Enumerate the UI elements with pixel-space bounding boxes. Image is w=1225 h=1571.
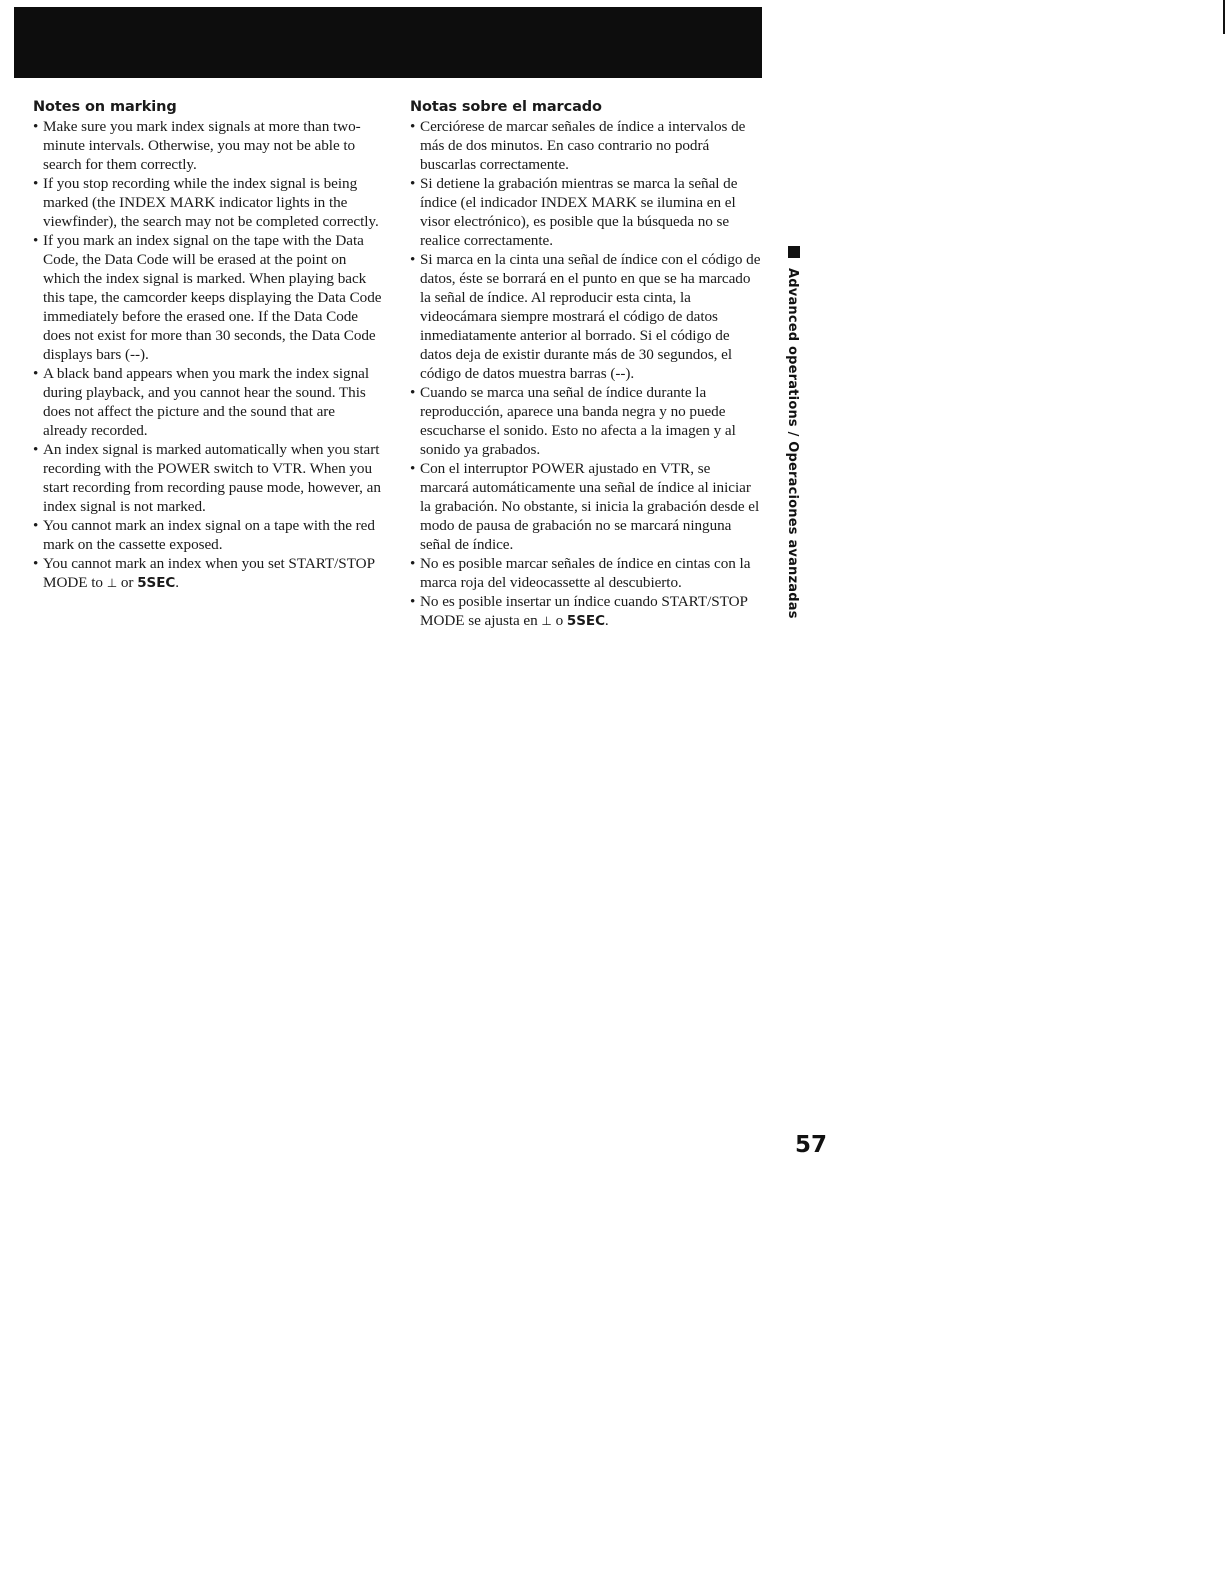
mode-code: 5SEC [137,575,176,591]
list-item: • Make sure you mark index signals at more than two-minute intervals. Otherwise, you may not be able to search for them correctly. [33,117,383,174]
item-text: You cannot mark an index when you set START/STOP MODE to [43,555,375,591]
section-tab-marker [788,246,800,258]
list-item [33,554,383,593]
english-column [33,98,383,593]
list-item: • If you stop recording while the index signal is being marked (the INDEX MARK indicator lights in the viewfinder), the search may not be completed correctly. [33,174,383,231]
section-label: Advanced operations / Operaciones avanzadas [785,268,800,619]
page-number: 57 [795,1132,828,1158]
list-item: • Cerciórese de marcar señales de índice a intervalos de más de dos minutos. En caso contrario no podrá buscarlas correctamente. [410,117,762,174]
header-bar [14,7,762,78]
list-item: • Con el interruptor POWER ajustado en VTR, se marcará automáticamente una señal de índice al iniciar la grabación. No obstante, si inicia la grabación desde el modo de pausa de grabación no se marcará ninguna señal de índice. [410,459,762,554]
list-item: • Si marca en la cinta una señal de índice con el código de datos, éste se borrará en el punto en que se ha marcado la señal de índice. Al reproducir esta cinta, la videocámara siempre mostrará el código de datos inmediatamente anterior al borrado. Si el código de datos deja de existir durante más de 30 segundos, el código de datos muestra barras (--). [410,250,762,383]
start-stop-symbol-icon: ⊥ [541,614,552,628]
spanish-column [410,98,762,631]
list-item: • No es posible marcar señales de índice en cintas con la marca roja del videocassette al descubierto. [410,554,762,592]
start-stop-symbol-icon: ⊥ [106,576,118,590]
mode-code: 5SEC [566,613,605,629]
item-text: No es posible insertar un índice cuando START/STOP MODE se ajusta en [420,593,748,629]
list-item: • Si detiene la grabación mientras se marca la señal de índice (el indicador INDEX MARK se ilumina en el visor electrónico), es posible que la búsqueda no se realice correctamente. [410,174,762,250]
list-item [410,592,762,631]
spanish-heading: Notas sobre el marcado [410,99,602,115]
item-joiner: o [555,612,564,629]
item-end: . [604,612,609,629]
english-heading: Notes on marking [33,99,177,115]
spanish-notes-list [410,117,762,631]
list-item: • If you mark an index signal on the tape with the Data Code, the Data Code will be erased at the point on which the index signal is marked. When playing back this tape, the camcorder keeps displaying the Data Code immediately before the erased one. If the Data Code does not exist for more than 30 seconds, the Data Code displays bars (--). [33,231,383,364]
list-item: • An index signal is marked automatically when you start recording with the POWER switch to VTR. When you start recording from recording pause mode, however, an index signal is not marked. [33,440,383,516]
item-joiner: or [120,574,134,591]
list-item: • Cuando se marca una señal de índice durante la reproducción, aparece una banda negra y no puede escucharse el sonido. Esto no afecta a la imagen y al sonido ya grabados. [410,383,762,459]
item-end: . [175,574,179,591]
english-notes-list [33,117,383,593]
list-item: • You cannot mark an index signal on a tape with the red mark on the cassette exposed. [33,516,383,554]
list-item: • A black band appears when you mark the index signal during playback, and you cannot hear the sound. This does not affect the picture and the sound that are already recorded. [33,364,383,440]
